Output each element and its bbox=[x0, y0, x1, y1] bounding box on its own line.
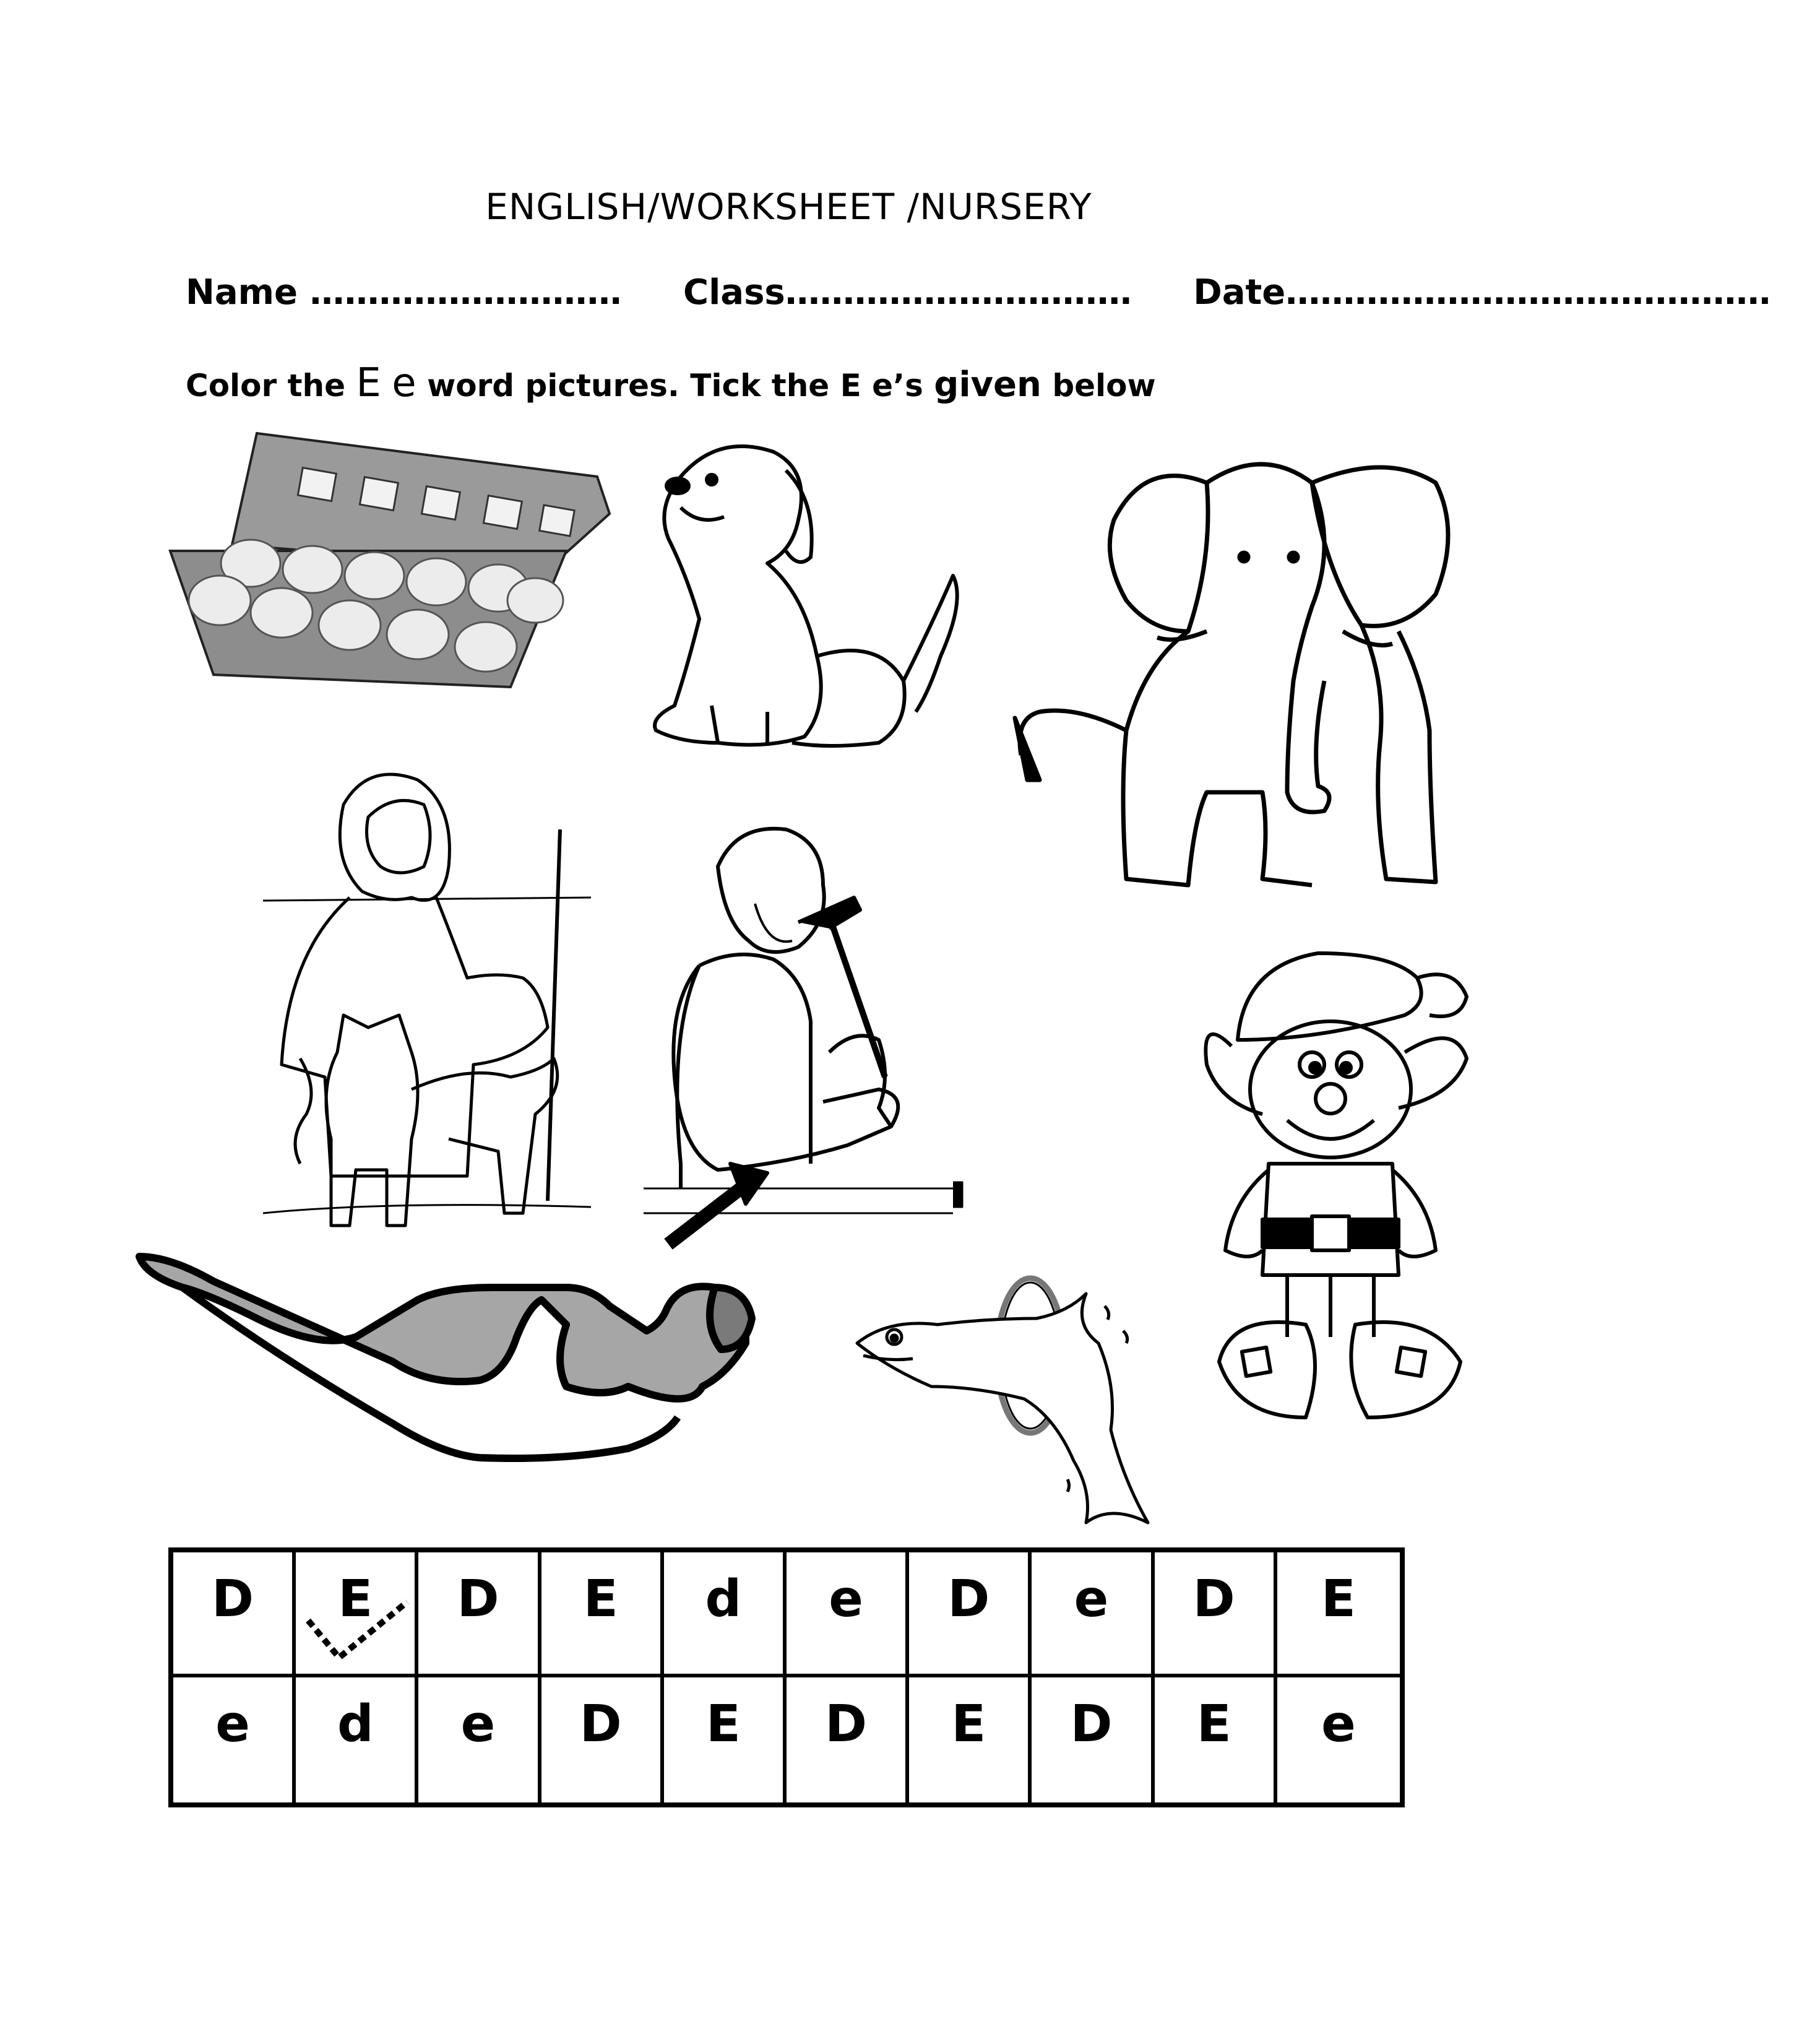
grid-cell[interactable]: E bbox=[1277, 1552, 1400, 1677]
grid-cell[interactable]: e bbox=[1032, 1552, 1154, 1677]
grid-cell[interactable]: D bbox=[1032, 1677, 1154, 1802]
grid-cell[interactable]: e bbox=[787, 1552, 909, 1677]
dog-icon[interactable] bbox=[644, 433, 978, 761]
grid-cell[interactable]: E bbox=[664, 1677, 787, 1802]
grid-cell[interactable]: D bbox=[418, 1552, 541, 1677]
egg-carton-icon[interactable] bbox=[164, 415, 622, 699]
grid-cell-letter: E bbox=[338, 1570, 373, 1629]
date-field[interactable]: Date…………………………………… bbox=[1193, 272, 1771, 313]
instruction-given: given bbox=[934, 365, 1042, 405]
dolphin-icon[interactable] bbox=[851, 1275, 1148, 1535]
grid-cell[interactable]: D bbox=[541, 1677, 664, 1802]
class-field[interactable]: Class………………………… bbox=[683, 272, 1132, 313]
grid-cell-ticked[interactable] bbox=[296, 1552, 418, 1677]
grid-cell[interactable]: D bbox=[1155, 1552, 1277, 1677]
instruction-big-e: E bbox=[356, 360, 381, 406]
instruction-small-e: e bbox=[392, 360, 416, 406]
exercise-icon[interactable] bbox=[133, 1244, 758, 1492]
grid-cell[interactable]: e bbox=[418, 1677, 541, 1802]
letter-grid bbox=[168, 1547, 1405, 1807]
grid-cell[interactable]: d bbox=[296, 1677, 418, 1802]
grid-cell[interactable]: D bbox=[173, 1552, 296, 1677]
instruction-part1: Color the bbox=[186, 368, 356, 404]
instruction-text bbox=[186, 360, 1156, 406]
grid-cell[interactable]: e bbox=[1321, 1695, 1356, 1754]
grid-cell[interactable]: E bbox=[909, 1677, 1032, 1802]
elephant-icon[interactable] bbox=[1003, 446, 1491, 916]
instruction-below: below bbox=[1041, 368, 1156, 404]
grid-cell[interactable]: e bbox=[173, 1677, 296, 1802]
grid-cell[interactable]: D bbox=[909, 1552, 1032, 1677]
grid-cell[interactable]: D bbox=[787, 1677, 909, 1802]
elbow-man-icon[interactable] bbox=[644, 817, 990, 1263]
name-field[interactable]: Name ……………………… bbox=[186, 272, 622, 313]
instruction-part2: word pictures. Tick the E e’s bbox=[416, 368, 934, 404]
student-fields bbox=[186, 272, 1820, 313]
grid-cell[interactable]: d bbox=[664, 1552, 787, 1677]
grid-cell[interactable]: E bbox=[1155, 1677, 1277, 1802]
elf-icon[interactable] bbox=[1194, 928, 1485, 1436]
worksheet-title: ENGLISH/WORKSHEET /NURSERY bbox=[485, 186, 1092, 228]
tick-mark-icon bbox=[302, 1590, 413, 1670]
eskimo-icon[interactable] bbox=[263, 768, 591, 1238]
grid-cell[interactable]: E bbox=[541, 1552, 664, 1677]
